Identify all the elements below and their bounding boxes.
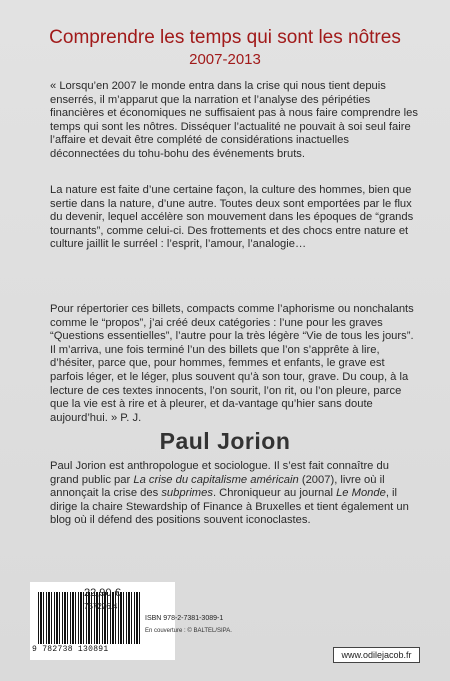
book-title: Comprendre les temps qui sont les nôtres [49,27,401,48]
author-name: Paul Jorion [159,428,291,454]
blurb-paragraph-2: La nature est faite d’une certaine façon, la culture des hommes, bien que sertie dans la nature, d’une autre. Toutes deux sont emportées par le flux du devenir, lequel accélère son mouvement dans les époques de “grands tournants”, comme celui-ci. Des frottements et des chocs entre nature et culture jaillit le surréel : l’esprit, l’amour, l’analogie… [50,184,414,251]
bio-text-3: . Chroniqueur au journal [212,487,337,500]
blurb-paragraph-3: Pour répertorier ces billets, compacts comme l’aphorisme ou nonchalants comme le “propos”, j’ai créé deux catégories : l’une pour les graves “Questions essentielles”, l’autre pour la très légère “Vie de tous les jours”. Il m’arriva, une fois terminé l’un des billets que l’on s’apprête à lire, d’hésiter, parce que, pour hommes, femmes et enfants, le grave est parfois léger, et le léger, plus souvent qu’à son tour, grave. Du coup, à la lecture de ces textes innocents, l’on sourit, l’on rit, ou l’on pleure, parce que la vie est à rire et à pleurer, et da-vantage qu’hier sans doute aujourd’hui. » P. J. [50,303,414,424]
bio-journal: Le Monde [336,487,386,500]
book-years: 2007-2013 [189,51,261,68]
product-code: 757276.4 [84,602,118,611]
bio-book-title: La crise du capitalisme américain [133,473,299,486]
author-bio [50,460,418,528]
cover-credit: En couverture : © BALTEL/SIPA. [145,628,232,634]
bio-text-4: , il dirige la chaire Stewardship of Finance à Bruxelles et tient également un blog où il défend des positions souvent iconoclastes. [50,487,409,527]
bio-text-1: Paul Jorion est anthropologue et sociologue. Il s’est fait connaître du grand public par [50,460,389,486]
blurb-paragraph-1: « Lorsqu’en 2007 le monde entra dans la crise qui nous tient depuis enserrés, il m’apparut que la narration et l’analyse des péripéties financières et économiques ne suffisaient pas à nous faire comprendre les temps qui sont les nôtres. Disséquer l’actualité ne pouvait à soi seul faire l’affaire et devait être complété de considérations inactuelles déconnectées du tohu-bohu des événements bruts. [50,80,418,160]
publisher-url: www.odilejacob.fr [333,647,420,663]
barcode-number: 9 782738 130891 [32,645,109,654]
bio-text-2: (2007), livre où il annonçait la crise des [50,473,385,500]
price: 22,90 € [84,587,121,599]
isbn: ISBN 978-2-7381-3089-1 [145,615,224,622]
bio-subprimes: subprimes [161,487,213,500]
price-block [84,587,121,611]
